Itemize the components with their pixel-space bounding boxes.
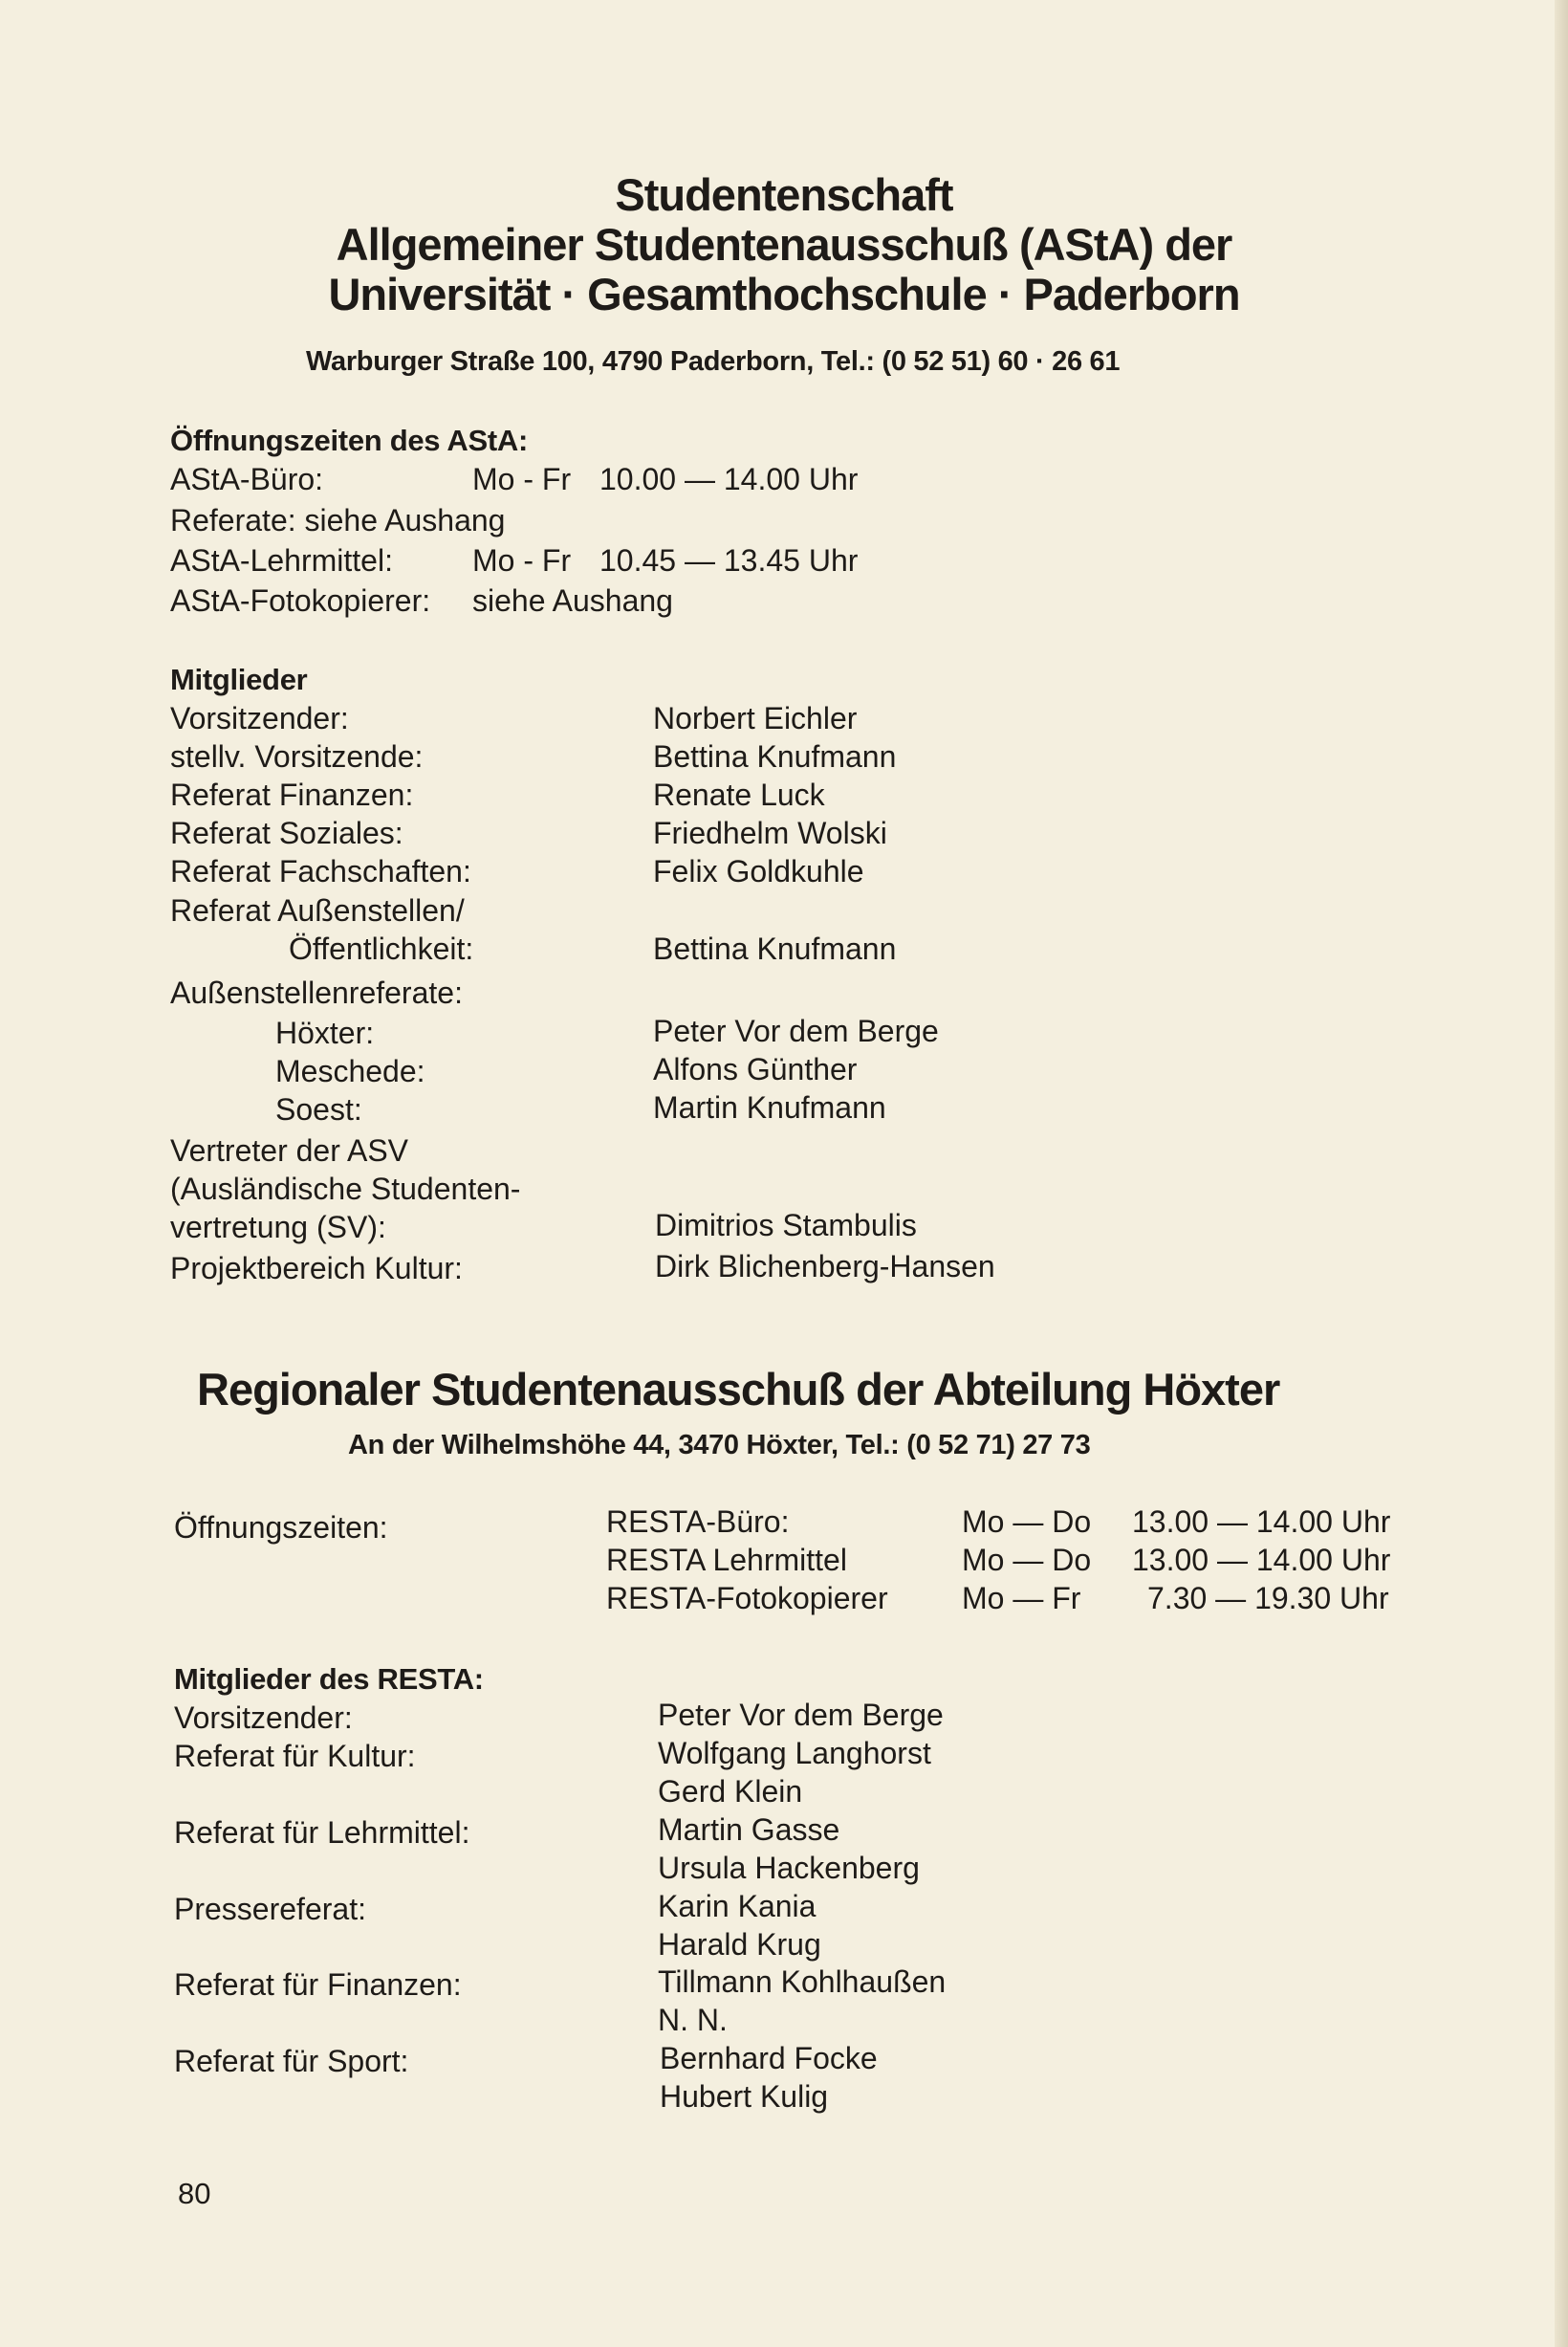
asta-title-line-2: Allgemeiner Studentenausschuß (AStA) der [336,219,1232,270]
asta-members-heading: Mitglieder [170,663,308,696]
member-role: vertretung (SV): [170,1210,386,1244]
member-role: Referat Finanzen: [170,778,414,812]
asta-hours-label: Referate: siehe Aushang [170,503,506,537]
member-role: Referat für Kultur: [174,1739,416,1773]
asta-hours-label: AStA-Lehrmittel: [170,543,393,578]
member-name: Felix Goldkuhle [653,854,864,888]
asta-title-line-1: Studentenschaft [615,169,953,220]
resta-hours-place: RESTA Lehrmittel [606,1543,847,1577]
member-name: Gerd Klein [658,1774,803,1809]
asta-hours-days: Mo - Fr [472,543,572,578]
resta-hours-time: 13.00 — 14.00 Uhr [1132,1504,1391,1539]
resta-hours-days: Mo — Do [962,1504,1092,1539]
member-name: Tillmann Kohlhaußen [658,1964,947,1999]
member-role: Referat Fachschaften: [170,854,471,888]
resta-members-heading: Mitglieder des RESTA: [174,1662,484,1696]
member-role: Meschede: [275,1054,425,1088]
member-role: Referat für Lehrmittel: [174,1815,470,1850]
member-name: Harald Krug [658,1927,821,1962]
page-number: 80 [178,2177,211,2210]
member-name: Friedhelm Wolski [653,816,887,850]
member-role: Referat für Finanzen: [174,1967,462,2002]
member-role: Referat für Sport: [174,2044,409,2078]
member-name: Bernhard Focke [660,2041,878,2075]
asta-title-line-3: Universität · Gesamthochschule · Paderborn [328,269,1240,319]
member-name: Dimitrios Stambulis [655,1208,917,1242]
member-name: Martin Gasse [658,1812,840,1847]
member-role: stellv. Vorsitzende: [170,739,424,774]
member-name: Hubert Kulig [660,2079,829,2114]
member-name: Bettina Knufmann [653,932,897,966]
member-name: Wolfgang Langhorst [658,1736,931,1770]
asta-hours-heading: Öffnungszeiten des AStA: [170,424,528,457]
asta-hours-label: AStA-Fotokopierer: [170,583,431,618]
member-role: Pressereferat: [174,1892,366,1926]
member-role: Höxter: [275,1016,375,1050]
asta-hours-days: Mo - Fr [472,462,572,496]
member-name: Martin Knufmann [653,1090,886,1125]
asta-hours-days: siehe Aushang [472,583,673,618]
resta-address: An der Wilhelmshöhe 44, 3470 Höxter, Tel.: (0 52 71) 27 73 [348,1430,1091,1460]
page-edge [1555,0,1568,2347]
member-role: Referat Außenstellen/ [170,893,465,928]
member-role: Projektbereich Kultur: [170,1251,463,1285]
asta-hours-time: 10.45 — 13.45 Uhr [599,543,859,578]
member-name: Alfons Günther [653,1052,858,1086]
member-name: Renate Luck [653,778,825,812]
resta-hours-days: Mo — Do [962,1543,1092,1577]
member-role: Öffentlichkeit: [289,932,474,966]
resta-title: Regionaler Studentenausschuß der Abteilung Höxter [197,1364,1280,1415]
asta-hours-time: 10.00 — 14.00 Uhr [599,462,859,496]
member-name: Norbert Eichler [653,701,858,735]
member-role: Soest: [275,1092,362,1127]
member-role: (Ausländische Studenten- [170,1172,521,1206]
member-name: Peter Vor dem Berge [658,1698,944,1732]
resta-hours-time: 7.30 — 19.30 Uhr [1147,1581,1389,1615]
member-role: Vorsitzender: [174,1700,353,1735]
member-name: Dirk Blichenberg-Hansen [655,1249,995,1283]
member-role: Vertreter der ASV [170,1133,409,1168]
resta-hours-days: Mo — Fr [962,1581,1081,1615]
member-name: Peter Vor dem Berge [653,1014,939,1048]
member-name: N. N. [658,2003,728,2037]
member-role: Vorsitzender: [170,701,349,735]
member-name: Karin Kania [658,1889,817,1923]
resta-hours-place: RESTA-Fotokopierer [606,1581,888,1615]
member-role: Referat Soziales: [170,816,403,850]
member-role: Außenstellenreferate: [170,976,463,1010]
resta-hours-place: RESTA-Büro: [606,1504,790,1539]
resta-hours-time: 13.00 — 14.00 Uhr [1132,1543,1391,1577]
asta-hours-label: AStA-Büro: [170,462,324,496]
asta-address: Warburger Straße 100, 4790 Paderborn, Tel.: (0 52 51) 60 · 26 61 [306,346,1121,377]
member-name: Ursula Hackenberg [658,1851,920,1885]
resta-hours-label: Öffnungszeiten: [174,1510,388,1545]
member-name: Bettina Knufmann [653,739,897,774]
